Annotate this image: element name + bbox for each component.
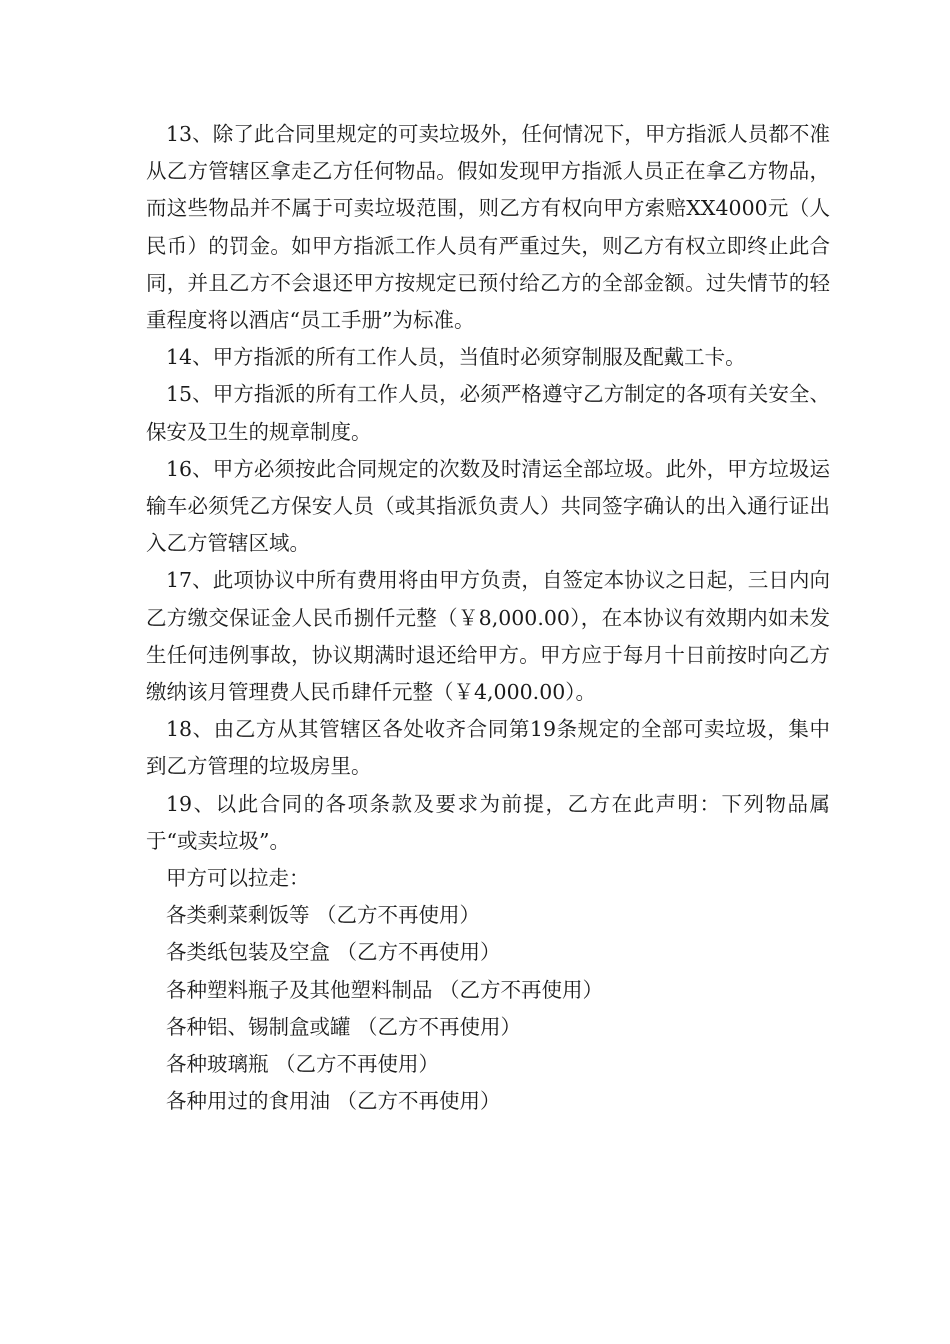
clause-17: 17、此项协议中所有费用将由甲方负责，自签定本协议之日起，三日内向乙方缴交保证金人民币捌仟元整（￥8,000.00），在本协议有效期内如未发生任何违例事故，协议期满时退还给甲方。甲方应于每月十日前按时向乙方缴纳该月管理费人民币肆仟元整（￥4,000.00）。 [146, 568, 830, 705]
list-item: 各类剩菜剩饭等 （乙方不再使用） [166, 903, 481, 928]
clause-16: 16、甲方必须按此合同规定的次数及时清运全部垃圾。此外，甲方垃圾运输车必须凭乙方保安人员（或其指派负责人）共同签字确认的出入通行证出入乙方管辖区域。 [146, 456, 830, 556]
clause-19: 19、以此合同的各项条款及要求为前提，乙方在此声明：下列物品属于“或卖垃圾”。 [146, 791, 830, 853]
list-item: 各类纸包装及空盒 （乙方不再使用） [166, 940, 501, 965]
document-page [146, 116, 830, 1120]
clause-13: 13、除了此合同里规定的可卖垃圾外，任何情况下，甲方指派人员都不准从乙方管辖区拿走乙方任何物品。假如发现甲方指派人员正在拿乙方物品，而这些物品并不属于可卖垃圾范围，则乙方有权向甲方索赔XX4000元（人民币）的罚金。如甲方指派工作人员有严重过失，则乙方有权立即终止此合同，并且乙方不会退还甲方按规定已预付给乙方的全部金额。过失情节的轻重程度将以酒店“员工手册”为标准。 [146, 122, 830, 333]
clause-15: 15、甲方指派的所有工作人员，必须严格遵守乙方制定的各项有关安全、保安及卫生的规章制度。 [146, 382, 830, 444]
clause-18: 18、由乙方从其管辖区各处收齐合同第19条规定的全部可卖垃圾，集中到乙方管理的垃圾房里。 [146, 717, 830, 779]
list-item: 各种铝、锡制盒或罐 （乙方不再使用） [166, 1014, 522, 1039]
clause-14: 14、甲方指派的所有工作人员，当值时必须穿制服及配戴工卡。 [166, 345, 746, 370]
list-intro: 甲方可以拉走： [166, 866, 310, 891]
list-item: 各种玻璃瓶 （乙方不再使用） [166, 1052, 440, 1077]
list-item: 各种塑料瓶子及其他塑料制品 （乙方不再使用） [166, 977, 604, 1002]
list-item: 各种用过的食用油 （乙方不再使用） [166, 1089, 501, 1114]
